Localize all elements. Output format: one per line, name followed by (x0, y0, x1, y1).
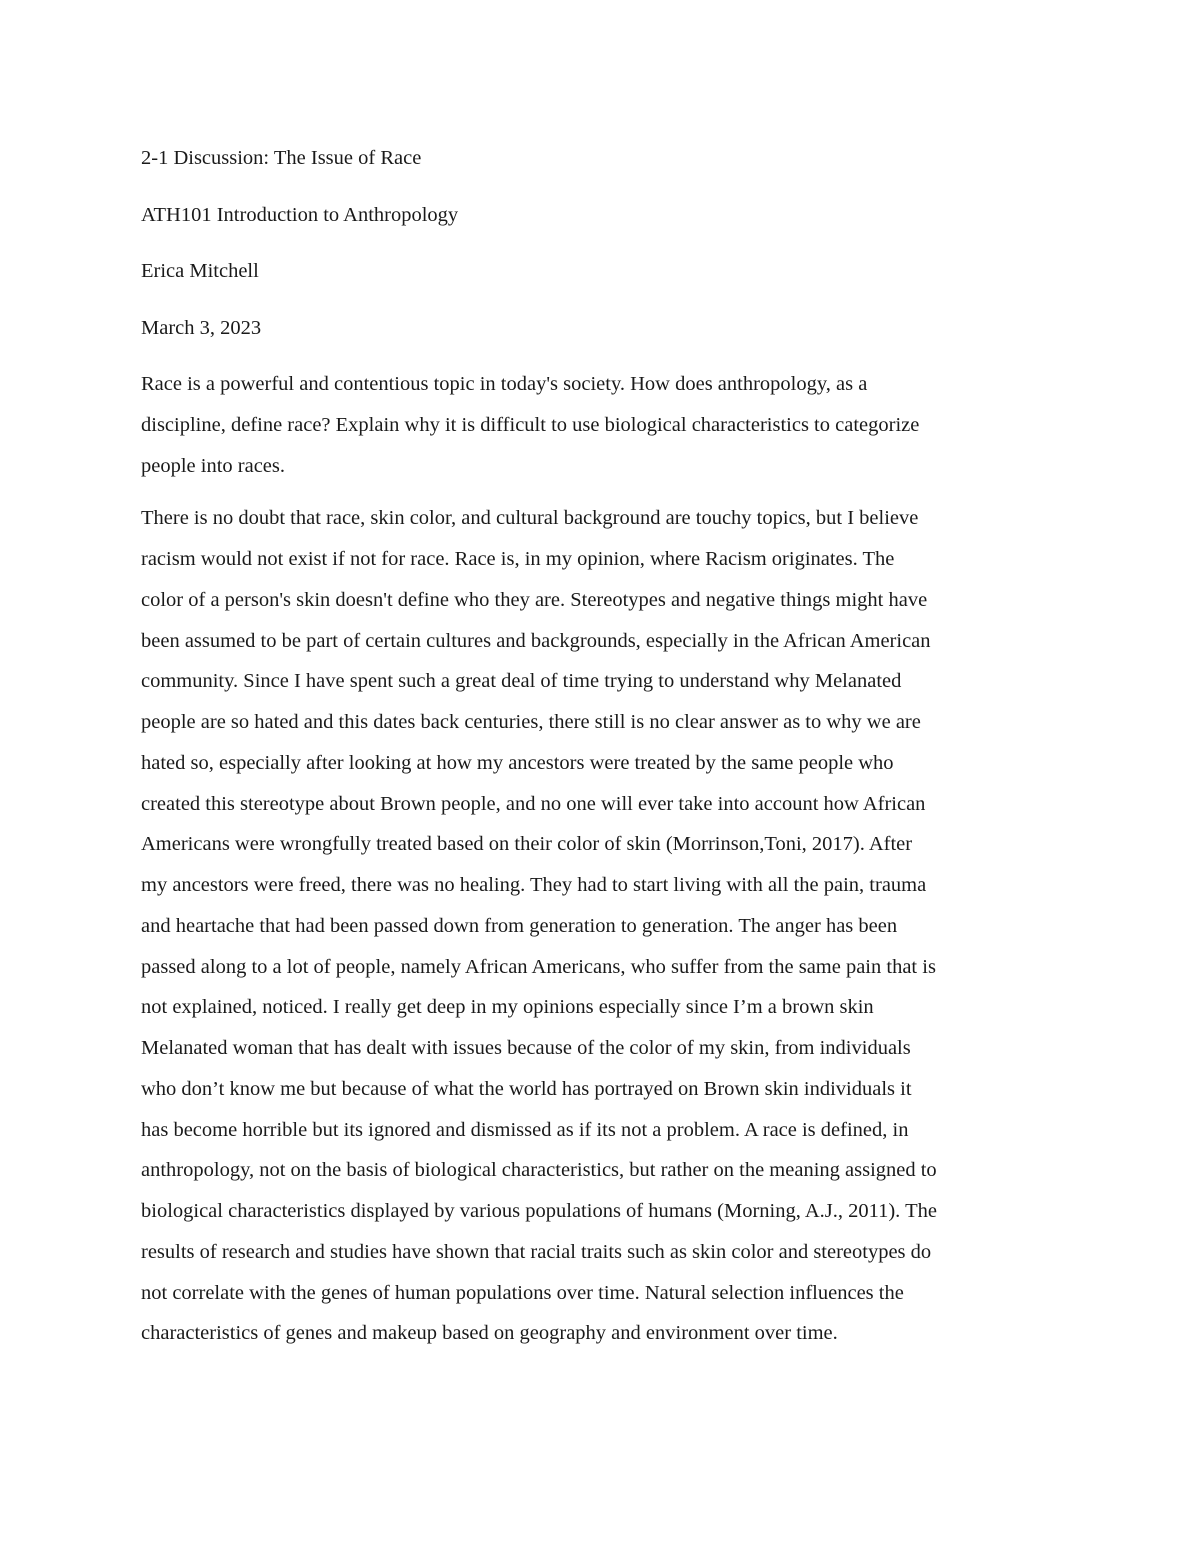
body-line: who don’t know me but because of what the world has portrayed on Brown skin individuals it (141, 1077, 912, 1100)
body-line: created this stereotype about Brown people, and no one will ever take into account how African (141, 792, 926, 815)
body-line: anthropology, not on the basis of biological characteristics, but rather on the meaning assigned to (141, 1159, 937, 1182)
body-line: biological characteristics displayed by various populations of humans (Morning, A.J., 2011). The (141, 1200, 937, 1222)
prompt-line: discipline, define race? Explain why it is difficult to use biological characteristics to categorize (141, 413, 920, 436)
body-line: characteristics of genes and makeup based on geography and environment over time. (141, 1322, 838, 1345)
response-paragraph (141, 498, 1061, 1354)
prompt-line: Race is a powerful and contentious topic in today's society. How does anthropology, as a (141, 373, 868, 395)
document-content (141, 138, 1061, 1354)
body-line: hated so, especially after looking at how my ancestors were treated by the same people who (141, 751, 894, 774)
author-name: Erica Mitchell (141, 260, 259, 282)
document-date: March 3, 2023 (141, 316, 262, 339)
body-line: results of research and studies have shown that racial traits such as skin color and stereotypes do (141, 1240, 932, 1263)
body-line: been assumed to be part of certain cultures and backgrounds, especially in the African American (141, 629, 931, 652)
body-line: Melanated woman that has dealt with issues because of the color of my skin, from individuals (141, 1037, 911, 1059)
body-line: There is no doubt that race, skin color, and cultural background are touchy topics, but I believe (141, 507, 919, 530)
body-line: not correlate with the genes of human populations over time. Natural selection influences the (141, 1281, 904, 1304)
body-line: Americans were wrongfully treated based on their color of skin (Morrinson,Toni, 2017). After (141, 833, 913, 856)
prompt-line: people into races. (141, 454, 286, 477)
body-line: color of a person's skin doesn't define who they are. Stereotypes and negative things might have (141, 588, 928, 611)
body-line: my ancestors were freed, there was no healing. They had to start living with all the pain, trauma (141, 874, 927, 896)
body-line: passed along to a lot of people, namely African Americans, who suffer from the same pain that is (141, 955, 936, 978)
discussion-prompt (141, 364, 1061, 486)
body-line: and heartache that had been passed down from generation to generation. The anger has been (141, 914, 898, 937)
body-line: has become horrible but its ignored and dismissed as if its not a problem. A race is defined, in (141, 1118, 909, 1141)
body-line: not explained, noticed. I really get deep in my opinions especially since I’m a brown skin (141, 996, 874, 1019)
body-line: people are so hated and this dates back centuries, there still is no clear answer as to why we are (141, 711, 921, 733)
document-title: 2-1 Discussion: The Issue of Race (141, 147, 422, 169)
body-line: community. Since I have spent such a great deal of time trying to understand why Melanated (141, 670, 902, 693)
course-name: ATH101 Introduction to Anthropology (141, 203, 459, 226)
body-line: racism would not exist if not for race. Race is, in my opinion, where Racism originates. The (141, 548, 895, 570)
